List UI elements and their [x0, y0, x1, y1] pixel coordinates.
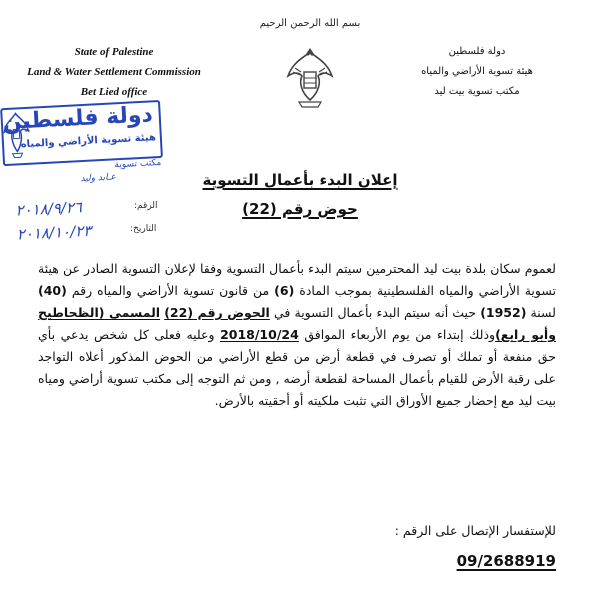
english-letterhead — [14, 42, 214, 102]
arabic-line-state: دولة فلسطين — [448, 46, 506, 57]
date-label: التاريخ: — [130, 224, 157, 234]
announcement-title-text: إعلان البدء بأعمال التسوية — [202, 171, 398, 189]
stamp-signature-text: عـابد وليد — [80, 172, 117, 185]
law-year: (1952) — [480, 305, 527, 320]
english-line-state: State of Palestine — [74, 46, 154, 58]
stamp-office-text: مكتب تسوية — [114, 157, 162, 171]
stamp-commission-text: هيئة تسوية الأراضي والمياه — [20, 132, 157, 151]
basin-name: المسمى (الظحاطيح وأبو رابع) — [38, 305, 556, 342]
basin-number: الحوض رقم (22) — [164, 305, 270, 320]
arabic-line-commission: هيئة تسوية الأراضي والمياه — [421, 66, 533, 77]
body-text-4: حيث أنه سيتم البدء بأعمال التسوية في — [269, 305, 481, 320]
body-text-6: وذلك إبتداء من يوم الأربعاء الموافق — [298, 327, 496, 342]
body-text-7: وعليه فعلى كل شخص يدعي بأي حق منفعة أو تملك أو تصرف في قطعة أرض من قطع الأراضي من الحوض المذكور أعلاه التواجد على رقبة الأرض للقيام بأعمال المساحة لقطعة أرضه , ومن ثم التوجه إلى مكتب تسوية أراضي ومياه بيت ليد مع إحضار جميع الأوراق التي تثبت ملكيته أو أحقيته بالأرض. — [38, 327, 556, 408]
basin-title — [180, 200, 420, 218]
start-date: 2018/10/24 — [220, 327, 299, 342]
article-number: (6) — [274, 283, 295, 298]
reference-number-label: الرقم: — [134, 201, 158, 211]
english-line-office: Bet Lied office — [80, 86, 148, 98]
contact-phone — [356, 552, 556, 570]
announcement-body — [38, 258, 556, 412]
body-text-1: لعموم سكان بلدة بيت ليد المحترمين سيتم البدء بأعمال التسوية وفقا لإعلان التسوية الصادر عن هيئة تسوية الأراضي والمياه الفلسطينية بموجب المادة — [38, 261, 556, 298]
stamp-state-text: دولة فلسطين — [2, 102, 154, 136]
handwritten-reference-number: ٢٠١٨/٩/٢٦ — [15, 198, 83, 220]
handwritten-date: ٢٠١٨/١٠/٢٣ — [16, 221, 92, 244]
body-text-2: من قانون تسوية الأراضي والمياه رقم — [66, 283, 275, 298]
phone-number: 09/2688919 — [456, 552, 556, 570]
english-line-commission: Land & Water Settlement Commission — [27, 66, 201, 78]
contact-label: للإستفسار الإتصال على الرقم : — [394, 523, 556, 538]
basin-title-text: حوض رقم (22) — [242, 200, 358, 218]
body-text-3: لسنة — [526, 305, 556, 320]
basmala: بسم الله الرحمن الرحيم — [259, 18, 361, 29]
eagle-emblem-icon — [285, 42, 335, 110]
law-number: (40) — [38, 283, 67, 298]
arabic-letterhead — [382, 42, 572, 102]
announcement-title — [180, 171, 420, 189]
arabic-line-office: مكتب تسوية بيت ليد — [434, 86, 520, 97]
official-stamp — [0, 96, 172, 265]
